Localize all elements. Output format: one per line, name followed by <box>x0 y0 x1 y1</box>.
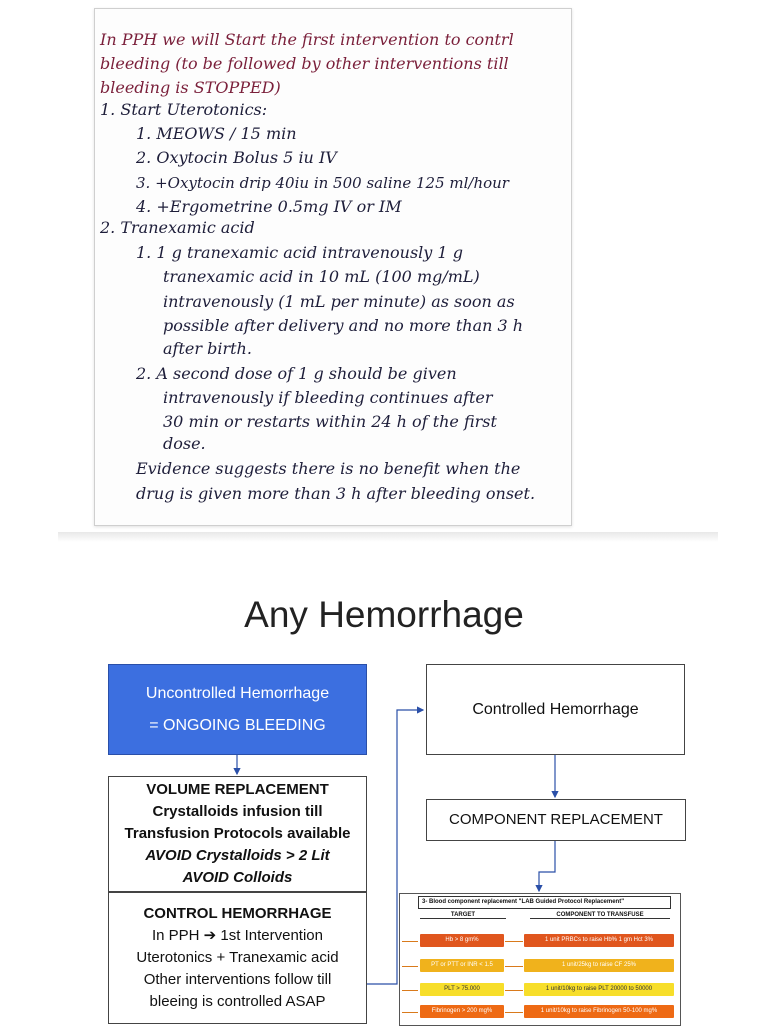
control-line-3: Uterotonics + Tranexamic acid <box>136 949 339 966</box>
uncontrolled-line-2: = ONGOING BLEEDING <box>149 716 326 734</box>
table-row-3-arrow <box>402 990 418 991</box>
note-intro-line-2: bleeding (to be followed by other interventions till <box>100 54 509 73</box>
table-row-4-arrow <box>402 1012 418 1013</box>
note-evidence-line-2: drug is given more than 3 h after bleeding onset. <box>136 484 536 503</box>
component-label: COMPONENT REPLACEMENT <box>449 811 663 828</box>
control-line-1: CONTROL HEMORRHAGE <box>143 905 332 922</box>
note-item-2-sub-1-line-3: intravenously (1 mL per minute) as soon as <box>163 292 515 311</box>
note-intro-line-1: In PPH we will Start the first intervention to contrl <box>100 30 514 49</box>
table-row-1-arrow <box>402 941 418 942</box>
note-item-2-sub-1-line-5: after birth. <box>163 339 252 358</box>
table-caption: 3- Blood component replacement "LAB Guided Protocol Replacement" <box>418 896 671 909</box>
component-replacement-box <box>426 799 686 841</box>
note-item-2-sub-2-line-1: 2. A second dose of 1 g should be given <box>136 364 457 383</box>
table-row-3-component: 1 unit/10kg to raise PLT 20000 to 50000 <box>524 983 674 996</box>
arrow-component-to-table <box>539 841 555 891</box>
note-item-1-sub-3: 3. +Oxytocin drip 40iu in 500 saline 125 ml/hour <box>136 174 509 192</box>
table-row-4-link <box>505 1012 523 1013</box>
control-line-2: In PPH ➔ 1st Intervention <box>152 927 323 944</box>
volume-line-5: AVOID Colloids <box>182 869 293 886</box>
note-item-2-sub-1-line-1: 1. 1 g tranexamic acid intravenously 1 g <box>136 243 463 262</box>
table-row-2-arrow <box>402 966 418 967</box>
uncontrolled-line-1: Uncontrolled Hemorrhage <box>145 684 330 702</box>
table-row-3-target: PLT > 75.000 <box>420 983 504 996</box>
table-row-2-target: PT or PTT or INR < 1.5 <box>420 959 504 972</box>
note-item-2-sub-1-line-4: possible after delivery and no more than 3 h <box>163 316 524 335</box>
volume-replacement-box <box>108 776 367 892</box>
controlled-label: Controlled Hemorrhage <box>472 700 639 718</box>
control-line-5: bleeing is controlled ASAP <box>149 993 326 1010</box>
table-row-2-link <box>505 966 523 967</box>
control-hemorrhage-box <box>108 892 367 1024</box>
table-row-3-link <box>505 990 523 991</box>
blood-component-table <box>399 893 681 1026</box>
table-row-1-link <box>505 941 523 942</box>
note-item-2: 2. Tranexamic acid <box>100 218 255 237</box>
volume-line-3: Transfusion Protocols available <box>124 825 351 842</box>
volume-line-2: Crystalloids infusion till <box>152 803 323 820</box>
table-row-4-component: 1 unit/10kg to raise Fibrinogen 50-100 mg% <box>524 1005 674 1018</box>
controlled-hemorrhage-box <box>426 664 685 755</box>
table-row-2-component: 1 unit/25kg to raise CF 25% <box>524 959 674 972</box>
note-item-1-sub-2: 2. Oxytocin Bolus 5 iu IV <box>136 148 337 167</box>
volume-line-4: AVOID Crystalloids > 2 Lit <box>145 847 330 864</box>
note-evidence-line-1: Evidence suggests there is no benefit when the <box>136 459 521 478</box>
slide-title: Any Hemorrhage <box>244 594 524 635</box>
table-row-4-target: Fibrinogen > 200 mg% <box>420 1005 504 1018</box>
note-item-1-sub-1: 1. MEOWS / 15 min <box>136 124 297 143</box>
control-line-4: Other interventions follow till <box>143 971 332 988</box>
note-item-2-sub-2-line-2: intravenously if bleeding continues after <box>163 388 493 407</box>
table-row-1-component: 1 unit PRBCs to raise Hb% 1 gm Hct 3% <box>524 934 674 947</box>
table-row-1-target: Hb > 8 gm% <box>420 934 504 947</box>
note-item-1-sub-4: 4. +Ergometrine 0.5mg IV or IM <box>136 197 402 216</box>
uncontrolled-hemorrhage-box <box>108 664 367 755</box>
note-item-2-sub-1-line-2: tranexamic acid in 10 mL (100 mg/mL) <box>163 267 480 286</box>
note-item-2-sub-2-line-4: dose. <box>163 434 206 453</box>
note-item-1: 1. Start Uterotonics: <box>100 100 268 119</box>
table-header-target: TARGET <box>420 912 506 919</box>
table-header-component: COMPONENT TO TRANSFUSE <box>530 912 670 919</box>
note-intro-line-3: bleeding is STOPPED) <box>100 78 281 97</box>
note-item-2-sub-2-line-3: 30 min or restarts within 24 h of the first <box>163 412 497 431</box>
volume-line-1: VOLUME REPLACEMENT <box>146 781 329 798</box>
